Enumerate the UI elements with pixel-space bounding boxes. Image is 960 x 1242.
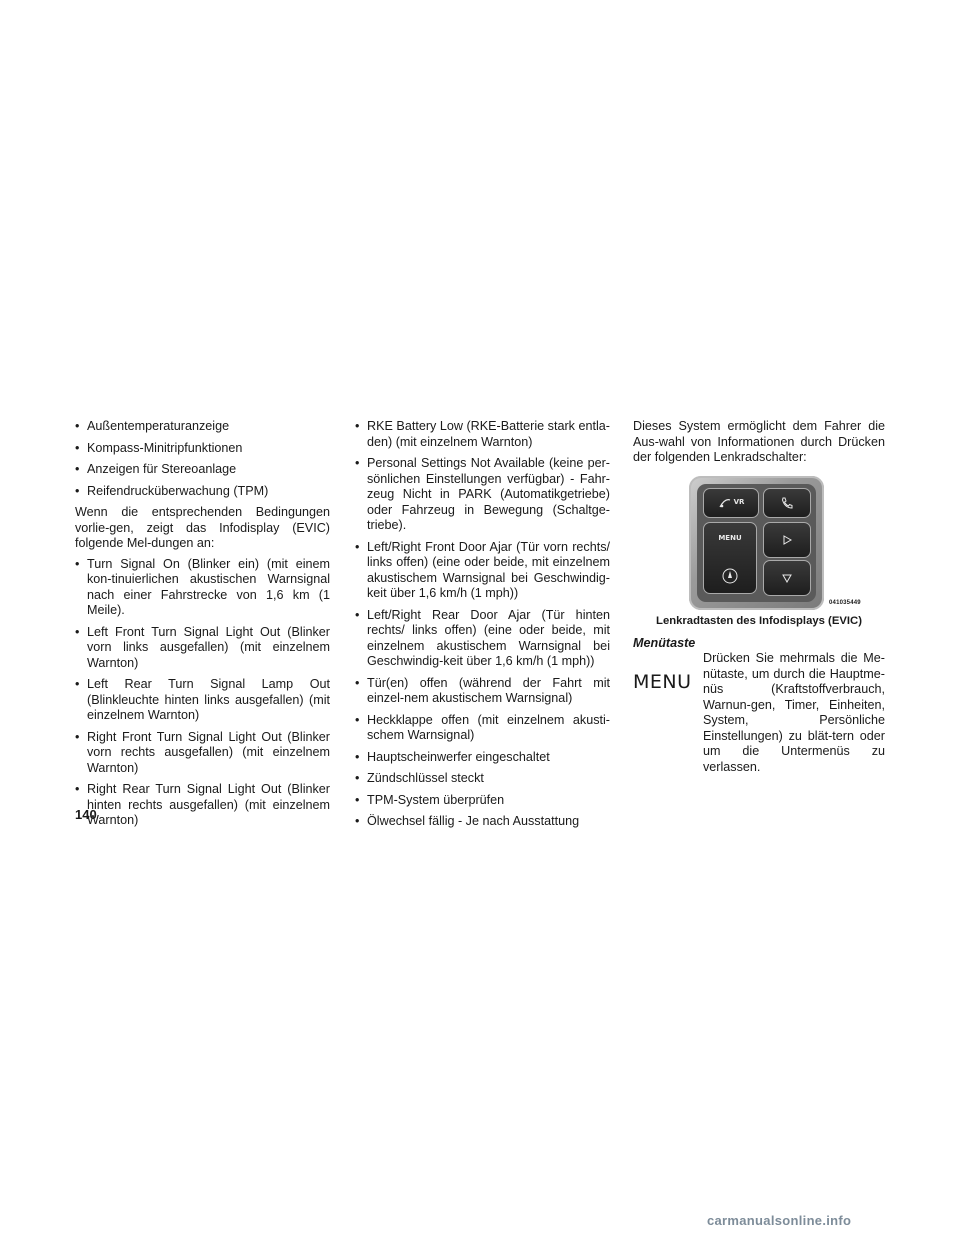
scroll-up-button bbox=[763, 522, 811, 558]
list-item: • Personal Settings Not Available (keine per-sönlichen Einstellungen verfügbar) - Fahr-zeug Nicht in PARK (Automatikgetriebe) oder Fahrzeug in Bewegung (Schaltge-triebe). bbox=[355, 456, 610, 534]
watermark: carmanualsonline.info bbox=[707, 1213, 852, 1228]
list-item: • Left Rear Turn Signal Lamp Out (Blinkleuchte hinten links ausgefallen) (mit einzelnem Warnton) bbox=[75, 677, 330, 724]
intro-paragraph: Wenn die entsprechenden Bedingungen vorlie-gen, zeigt das Infodisplay (EVIC) folgende Mel-dungen an: bbox=[75, 505, 330, 550]
list-item: • Right Rear Turn Signal Light Out (Blinker hinten rechts ausgefallen) (mit einzelnem Warnton) bbox=[75, 782, 330, 829]
voice-icon bbox=[718, 497, 732, 509]
voice-recognition-button bbox=[703, 488, 759, 518]
steering-buttons-photo bbox=[689, 476, 824, 610]
figure-caption: Lenkradtasten des Infodisplays (EVIC) bbox=[656, 614, 862, 627]
compass-icon bbox=[722, 568, 738, 584]
list-item: • TPM-System überprüfen bbox=[355, 793, 610, 809]
system-intro: Dieses System ermöglicht dem Fahrer die Aus-wahl von Informationen durch Drücken der folgenden Lenkradschalter: bbox=[633, 419, 885, 464]
list-item: • Hauptscheinwerfer eingeschaltet bbox=[355, 750, 610, 766]
bullet-list-features bbox=[75, 419, 330, 499]
scroll-down-button bbox=[763, 560, 811, 596]
list-item: • Left/Right Rear Door Ajar (Tür hinten rechts/ links offen) (eine oder beide, mit einzelnem akustischem Warnsignal bei Geschwindig-keit über 1,6 km/h (1 mph)) bbox=[355, 608, 610, 670]
phone-button bbox=[763, 488, 811, 518]
right-column bbox=[633, 419, 885, 780]
bullet-list-messages bbox=[75, 557, 330, 829]
button-panel bbox=[697, 484, 816, 602]
list-item: • Reifendrucküberwachung (TPM) bbox=[75, 484, 330, 500]
menu-key-description: Drücken Sie mehrmals die Me-nütaste, um durch die Hauptme-nüs (Kraftstoffverbrauch, Warnun-gen, Timer, Einheiten, System, Persönliche Einstellungen) zu blät-tern oder um die Untermenüs zu verlassen. bbox=[703, 651, 885, 774]
middle-column bbox=[355, 419, 610, 836]
triangle-right-icon bbox=[782, 535, 792, 545]
vr-label: VR bbox=[733, 497, 745, 506]
menu-button-label: MENU bbox=[718, 533, 742, 542]
list-item: • Kompass-Minitripfunktionen bbox=[75, 441, 330, 457]
triangle-down-icon bbox=[782, 573, 792, 583]
phone-icon bbox=[780, 496, 794, 510]
menu-key-heading: Menütaste bbox=[633, 635, 696, 650]
list-item: • Heckklappe offen (mit einzelnem akusti-schem Warnsignal) bbox=[355, 713, 610, 744]
list-item: • Anzeigen für Stereoanlage bbox=[75, 462, 330, 478]
menu-button bbox=[703, 522, 757, 594]
list-item: • Left Front Turn Signal Light Out (Blinker vorn links ausgefallen) (mit einzelnem Warnton) bbox=[75, 625, 330, 672]
menu-symbol: MENU bbox=[633, 671, 692, 693]
list-item: • Left/Right Front Door Ajar (Tür vorn rechts/ links offen) (eine oder beide, mit einzelnem akustischem Warnsignal bei Geschwindig-keit über 1,6 km/h (1 mph)) bbox=[355, 540, 610, 602]
list-item: • Right Front Turn Signal Light Out (Blinker vorn rechts ausgefallen) (mit einzelnem Warnton) bbox=[75, 730, 330, 777]
list-item: • Turn Signal On (Blinker ein) (mit einem kon-tinuierlichen akustischen Warnsignal nach einer Fahrstrecke von 1,6 km (1 Meile). bbox=[75, 557, 330, 619]
left-column bbox=[75, 419, 330, 835]
list-item: • Tür(en) offen (während der Fahrt mit einzel-nem akustischem Warnsignal) bbox=[355, 676, 610, 707]
list-item: • RKE Battery Low (RKE-Batterie stark entla-den) (mit einzelnem Warnton) bbox=[355, 419, 610, 450]
figure-code: 041035449 bbox=[829, 599, 861, 606]
list-item: • Ölwechsel fällig - Je nach Ausstattung bbox=[355, 814, 610, 830]
page-number: 140 bbox=[75, 807, 97, 822]
steering-buttons-figure bbox=[633, 476, 885, 636]
menu-key-section bbox=[633, 651, 885, 775]
list-item: • Zündschlüssel steckt bbox=[355, 771, 610, 787]
list-item: • Außentemperaturanzeige bbox=[75, 419, 330, 435]
